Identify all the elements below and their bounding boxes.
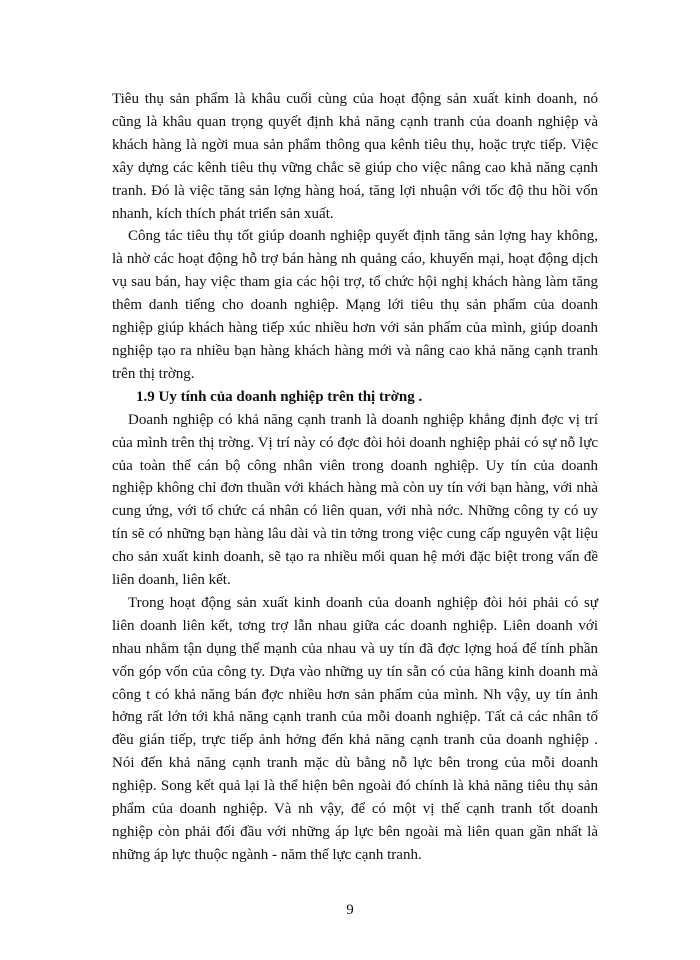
section-heading: 1.9 Uy tính của doanh nghiệp trên thị trờng . bbox=[136, 388, 423, 405]
paragraph-joint-venture: Trong hoạt động sản xuất kinh doanh của doanh nghiệp đòi hỏi phải có sự liên doanh liên kết, tơng trợ lẫn nhau giữa các doanh nghiệp. Liên doanh với nhau nhằm tận dụng thế mạnh của nhau và uy tín đã đợc lợng hoá để tính phần vốn góp vốn của công ty. Dựa vào những uy tín sẵn có của hãng kinh doanh mà công t có khả năng bán đợc nhiều hơn sản phẩm của mình. Nh vậy, uy tín ảnh hởng rất lớn tới khả năng cạnh tranh của mỗi doanh nghiệp. Tất cả các nhân tố đều gián tiếp, trực tiếp ảnh hởng đến khả năng cạnh tranh của doanh nghiệp . Nói đến khả năng cạnh tranh mặc dù bằng nỗ lực bên trong của mỗi doanh nghiệp. Song kết quả lại là thể hiện bên ngoài đó chính là khả năng tiêu thụ sản phẩm của doanh nghiệp. Và nh vậy, để có một vị thế cạnh tranh tốt doanh nghiệp còn phải đối đầu với những áp lực bên ngoài mà liên quan gần nhất là những áp lực thuộc ngành - năm thế lực cạnh tranh. bbox=[112, 594, 598, 863]
paragraph-reputation: Doanh nghiệp có khả năng cạnh tranh là doanh nghiệp khẳng định đợc vị trí của mình trên thị trờng. Vị trí này có đợc đòi hỏi doanh nghiệp phải có sự nỗ lực của toàn thể cán bộ công nhân viên trong doanh nghiệp. Uy tín của doanh nghiệp không chỉ đơn thuần với khách hàng mà còn uy tín với bạn hàng, với nhà cung ứng, với tổ chức cá nhân có liên quan, với nhà nớc. Những công ty có uy tín sẽ có những bạn hàng lâu dài và tin tởng trong việc cung cấp nguyên vật liệu cho sản xuất kinh doanh, sẽ tạo ra nhiều mối quan hệ mới đặc biệt trong vấn đề liên doanh, liên kết. bbox=[112, 411, 598, 589]
page-number: 9 bbox=[346, 902, 354, 918]
paragraph-sales-support: Công tác tiêu thụ tốt giúp doanh nghiệp quyết định tăng sản lợng hay không, là nhờ các hoạt động hỗ trợ bán hàng nh quảng cáo, khuyến mại, hoạt động dịch vụ sau bán, hay việc tham gia các hội trợ, tổ chức hội nghị khách hàng làm tăng thêm danh tiếng cho doanh nghiệp. Mạng lới tiêu thụ sản phẩm của doanh nghiệp giúp khách hàng tiếp xúc nhiều hơn với sản phẩm của mình, giúp doanh nghiệp tạo ra nhiều bạn hàng khách hàng mới và nâng cao khả năng cạnh tranh trên thị trờng. bbox=[112, 228, 598, 382]
paragraph-product-consumption: Tiêu thụ sản phẩm là khâu cuối cùng của hoạt động sản xuất kinh doanh, nó cũng là khâu quan trọng quyết định khả năng cạnh tranh của doanh nghiệp và khách hàng là ngời mua sản phẩm thông qua kênh tiêu thụ, hoặc trực tiếp. Việc xây dựng các kênh tiêu thụ vững chắc sẽ giúp cho việc nâng cao khả năng cạnh tranh. Đó là việc tăng sản lợng hàng hoá, tăng lợi nhuận với tốc độ thu hồi vốn nhanh, kích thích phát triển sản xuất. bbox=[112, 91, 598, 222]
document-page bbox=[112, 88, 598, 867]
